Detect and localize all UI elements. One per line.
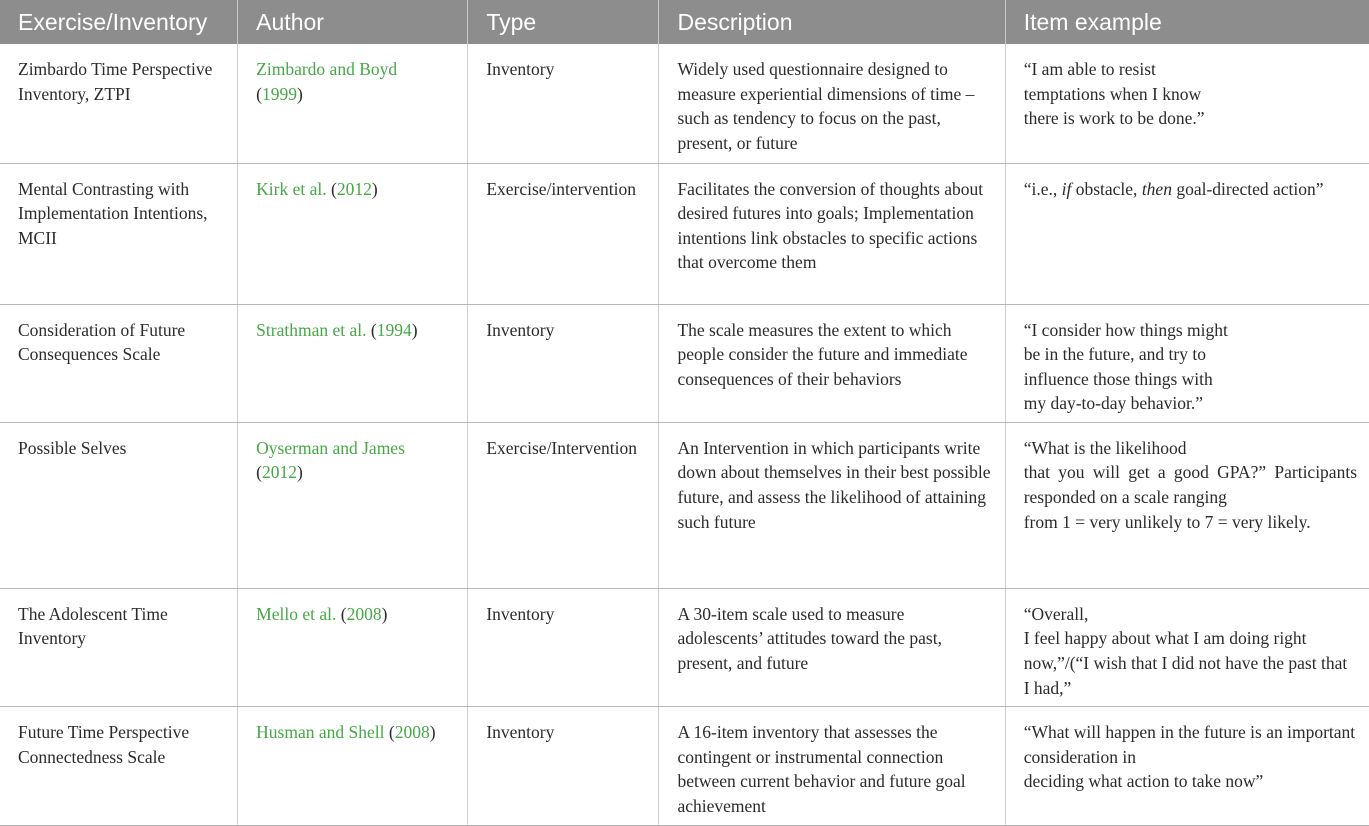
author-link[interactable]: Strathman et al. [256, 319, 367, 340]
cell-type: Inventory [468, 707, 659, 825]
cell-description: An Intervention in which participants write down about themselves in their best possible future, and assess the likelihood of attaining such future [659, 422, 1005, 588]
author-link[interactable]: Husman and Shell [256, 722, 385, 743]
cell-description: Facilitates the conversion of thoughts about desired futures into goals; Implementation intentions link obstacles to specific actions that overcome them [659, 163, 1005, 304]
item-line: “I am able to resist [1023, 59, 1156, 79]
table-row [0, 304, 1369, 422]
year-link[interactable]: 2012 [262, 462, 297, 483]
cell-author: Mello et al. (2008) [238, 588, 468, 706]
item-line: deciding what action to take now” [1023, 771, 1264, 792]
cell-description: A 16-item inventory that assesses the contingent or instrumental connection between current behavior and future goal achievement [659, 707, 1005, 825]
cell-author: Strathman et al. (1994) [238, 304, 468, 422]
cell-type: Exercise/intervention [468, 163, 659, 304]
author-link[interactable]: Kirk et al. [256, 178, 327, 199]
item-if: if [1061, 178, 1072, 199]
cell-author: Husman and Shell (2008) [238, 707, 468, 825]
year-link[interactable]: 2012 [336, 178, 372, 199]
cell-name: Consideration of Future Consequences Scale [0, 304, 238, 422]
cell-description: Widely used questionnaire designed to measure experiential dimensions of time – such as tendency to focus on the past, present, or future [659, 44, 1005, 163]
cell-author: Kirk et al. (2012) [238, 163, 468, 304]
header-author: Author [238, 0, 468, 44]
cell-author: Oyserman and James (2012) [238, 422, 468, 588]
header-item-example: Item example [1005, 0, 1369, 44]
author-link[interactable]: Oyserman and James [256, 437, 405, 458]
item-line: that you will get a good GPA?” Participants responded on a scale ranging [1023, 462, 1357, 508]
item-text: goal-directed action” [1171, 178, 1324, 199]
table-header [0, 0, 1369, 44]
item-line: “What will happen in the future is an important consideration in [1023, 722, 1356, 767]
item-line: “I consider how things might [1023, 319, 1228, 340]
table-body [0, 44, 1369, 825]
item-line: “Overall, [1023, 603, 1089, 624]
cell-item-example [1005, 588, 1369, 706]
cell-item-example [1005, 707, 1369, 825]
table-row [0, 44, 1369, 163]
item-line: my day-to-day behavior.” [1023, 393, 1204, 414]
item-text: “i.e., [1023, 178, 1062, 199]
table-row [0, 707, 1369, 825]
cell-name: Zimbardo Time Perspective Inventory, ZTPI [0, 44, 238, 163]
cell-type: Exercise/Intervention [468, 422, 659, 588]
cell-item-example [1005, 163, 1369, 304]
table-row [0, 588, 1369, 706]
author-link[interactable]: Mello et al. [256, 603, 337, 624]
item-line: influence those things with [1023, 368, 1213, 389]
cell-item-example [1005, 44, 1369, 163]
item-text: obstacle, [1071, 178, 1142, 199]
cell-name: The Adolescent Time Inventory [0, 588, 238, 706]
header-type: Type [468, 0, 659, 44]
cell-type: Inventory [468, 304, 659, 422]
item-then: then [1141, 178, 1172, 199]
cell-name: Future Time Perspective Connectedness Scale [0, 707, 238, 825]
item-line: I feel happy about what I am doing right now,”/(“I wish that I did not have the past that I had,” [1023, 628, 1348, 698]
year-link[interactable]: 1994 [376, 319, 412, 340]
cell-description: The scale measures the extent to which people consider the future and immediate consequences of their behaviors [659, 304, 1005, 422]
table-row [0, 422, 1369, 588]
item-line: “What is the likelihood [1023, 437, 1187, 458]
cell-item-example [1005, 304, 1369, 422]
year-link[interactable]: 2008 [394, 722, 430, 743]
item-line: from 1 = very unlikely to 7 = very likely. [1023, 511, 1311, 532]
header-exercise-inventory: Exercise/Inventory [0, 0, 238, 44]
cell-item-example [1005, 422, 1369, 588]
item-line: there is work to be done.” [1023, 108, 1205, 129]
cell-name: Possible Selves [0, 422, 238, 588]
year-link[interactable]: 2008 [346, 603, 382, 624]
cell-name: Mental Contrasting with Implementation Intentions, MCII [0, 163, 238, 304]
item-line: temptations when I know [1023, 83, 1202, 104]
header-description: Description [659, 0, 1005, 44]
table-row [0, 163, 1369, 304]
cell-description: A 30-item scale used to measure adolescents’ attitudes toward the past, present, and future [659, 588, 1005, 706]
cell-type: Inventory [468, 44, 659, 163]
header-row [0, 0, 1369, 44]
author-link[interactable]: Zimbardo and Boyd [256, 59, 398, 79]
item-line: be in the future, and try to [1023, 344, 1206, 365]
cell-type: Inventory [468, 588, 659, 706]
year-link[interactable]: 1999 [262, 83, 297, 104]
cell-author: Zimbardo and Boyd (1999) [238, 44, 468, 163]
